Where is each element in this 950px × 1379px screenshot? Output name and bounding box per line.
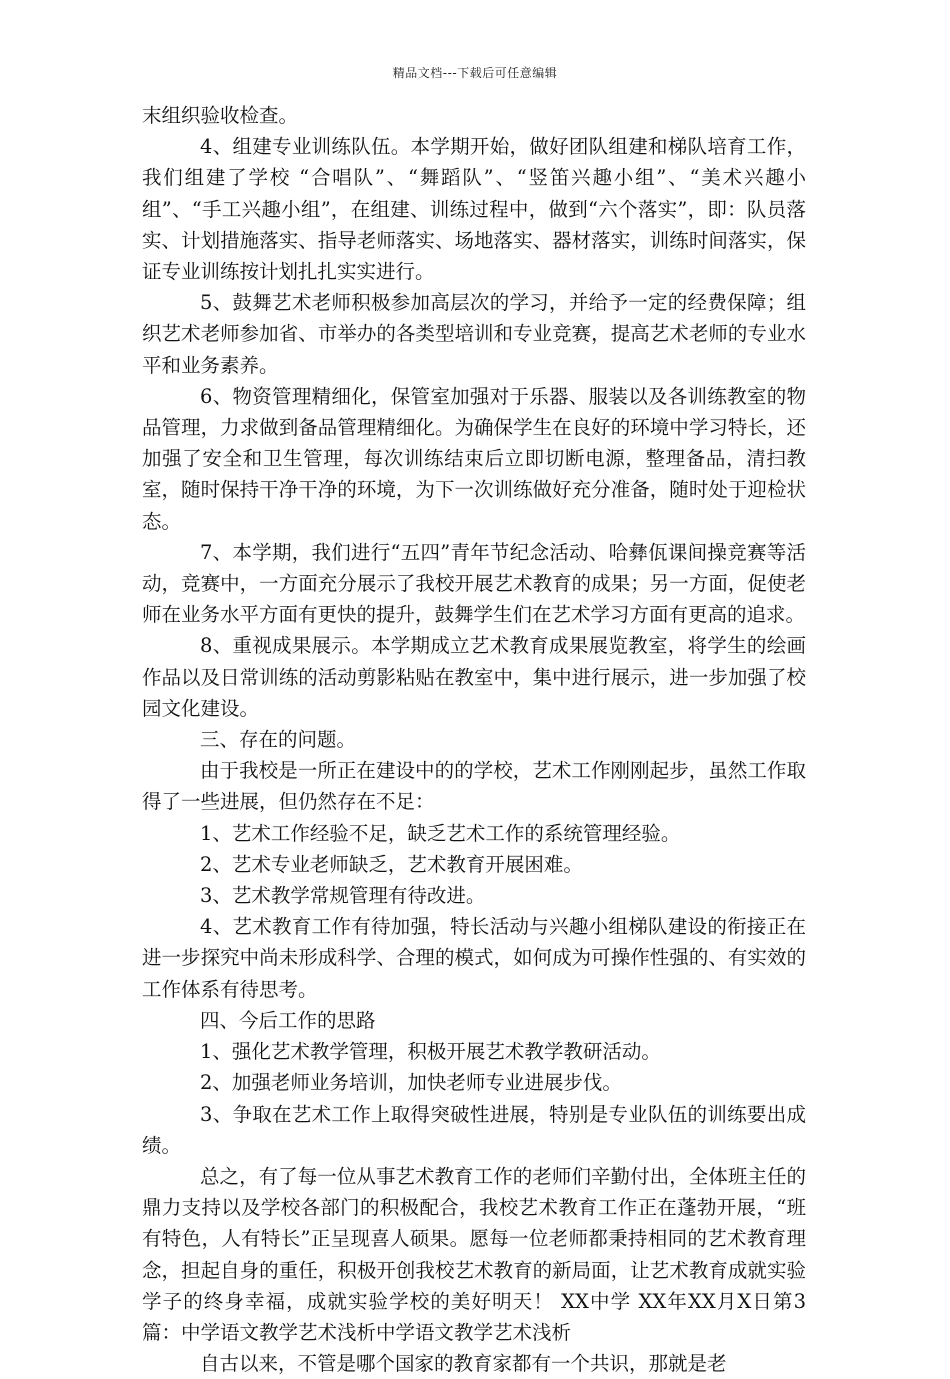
list-item: 2、艺术专业老师缺乏，艺术教育开展困难。	[200, 852, 583, 876]
paragraph: 4、组建专业训练队伍。本学期开始，做好团队组建和梯队培育工作，我们组建了学校 “合唱队”、“舞蹈队”、“竖笛兴趣小组”、“美术兴趣小组”、“手工兴趣小组”，在组建、训练过程中，做到“六个落实”，即：队员落实、计划措施落实、指导老师落实、场地落实、器材落实，训练时间落实，保证专业训练按计划扎扎实实进行。	[142, 135, 806, 284]
list-item: 1、艺术工作经验不足，缺乏艺术工作的系统管理经验。	[200, 821, 681, 845]
page-header: 精品文档---下载后可任意编辑	[392, 66, 558, 80]
section-heading: 四、今后工作的思路	[200, 1008, 376, 1032]
paragraph: 由于我校是一所正在建设中的的学校，艺术工作刚刚起步，虽然工作取得了一些进展，但仍然存在不足：	[142, 759, 806, 814]
paragraph: 总之，有了每一位从事艺术教育工作的老师们辛勤付出，全体班主任的鼎力支持以及学校各部门的积极配合，我校艺术教育工作正在蓬勃开展，“班有特色，人有特长”正呈现喜人硕果。愿每一位老师都秉持相同的艺术教育理念，担起自身的重任，积极开创我校艺术教育的新局面，让艺术教育成就实验学子的终身幸福，成就实验学校的美好明天！ XX中学 XX年XX月X日第3篇：中学语文教学艺术浅析中学语文教学艺术浅析	[142, 1164, 806, 1344]
paragraph: 7、本学期，我们进行“五四”青年节纪念活动、哈彝佤课间操竞赛等活动，竞赛中，一方面充分展示了我校开展艺术教育的成果；另一方面，促使老师在业务水平方面有更快的提升，鼓舞学生们在艺术学习方面有更高的追求。	[142, 540, 806, 627]
paragraph: 8、重视成果展示。本学期成立艺术教育成果展览教室，将学生的绘画作品以及日常训练的活动剪影粘贴在教室中，集中进行展示，进一步加强了校园文化建设。	[142, 634, 806, 720]
list-item: 2、加强老师业务培训，加快老师专业进展步伐。	[200, 1071, 622, 1095]
document-body	[142, 100, 806, 1379]
paragraph: 末组织验收检查。	[142, 104, 299, 127]
list-item: 3、争取在艺术工作上取得突破性进展，特别是专业队伍的训练要出成绩。	[142, 1102, 806, 1157]
paragraph: 自古以来，不管是哪个国家的教育家都有一个共识，那就是老	[200, 1352, 727, 1376]
paragraph: 6、物资管理精细化，保管室加强对于乐器、服装以及各训练教室的物品管理，力求做到备品管理精细化。为确保学生在良好的环境中学习特长，还加强了安全和卫生管理，每次训练结束后立即切断电源，整理备品，清扫教室，随时保持干净干净的环境，为下一次训练做好充分准备，随时处于迎检状态。	[142, 384, 806, 533]
list-item: 3、艺术教学常规管理有待改进。	[200, 884, 486, 908]
section-heading: 三、存在的问题。	[200, 728, 357, 752]
list-item: 1、强化艺术教学管理，积极开展艺术教学教研活动。	[200, 1040, 661, 1064]
list-item: 4、艺术教育工作有待加强，特长活动与兴趣小组梯队建设的衔接正在进一步探究中尚未形成科学、合理的模式，如何成为可操作性强的、有实效的工作体系有待思考。	[142, 915, 806, 1001]
paragraph: 5、鼓舞艺术老师积极参加高层次的学习，并给予一定的经费保障；组织艺术老师参加省、市举办的各类型培训和专业竞赛，提高艺术老师的专业水平和业务素养。	[142, 291, 806, 377]
